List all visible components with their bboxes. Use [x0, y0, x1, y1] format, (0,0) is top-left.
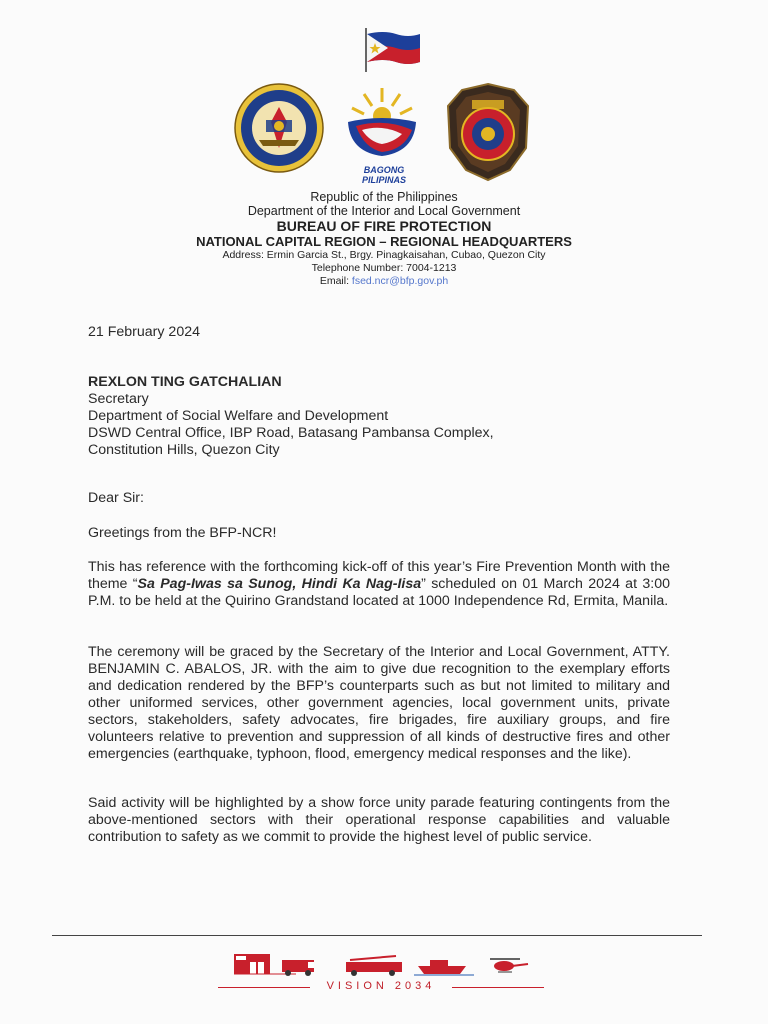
- letterhead-email-line: [0, 275, 768, 288]
- fire-truck-icon: [282, 960, 314, 976]
- paragraph-kickoff-after: ” scheduled on 01 March 2024 at 3:00 P.M. to be held at the Quirino Grandstand located at 1000 Independence Rd, Ermita, Manila.: [88, 576, 670, 609]
- letter-date: 21 February 2024: [88, 324, 200, 340]
- fire-boat-icon: [414, 960, 474, 975]
- greeting: Greetings from the BFP-NCR!: [88, 525, 277, 541]
- letterhead-telephone: Telephone Number: 7004-1213: [311, 262, 457, 274]
- email-link[interactable]: fsed.ncr@bfp.gov.ph: [351, 275, 449, 287]
- dilg-bfp-badge-icon: [444, 82, 532, 182]
- vision-2034: VISION 2034: [326, 980, 436, 992]
- bagong-pilipinas-logo-icon: [342, 84, 422, 158]
- bagong-pilipinas-caption: BAGONG PILIPINAS: [361, 165, 406, 185]
- salutation: Dear Sir:: [88, 490, 144, 506]
- vision-line-right: [452, 987, 544, 988]
- paragraph-ceremony: The ceremony will be graced by the Secretary of the Interior and Local Government, ATTY. BENJAMIN C. ABALOS, JR. with the aim to give due recognition to the exemplary efforts and dedication rendered by the BFP’s counterparts such as but not limited to military and other uniformed services, other government agencies, local government units, private sectors, stakeholders, safety advocates, fire brigades, fire auxiliary groups, and fire volunteers relative to prevention and suppression of all kinds of destructive fires and other emergencies (earthquake, typhoon, flood, emergency medical responses and the like).: [88, 644, 670, 762]
- footer-divider: [52, 935, 702, 936]
- letterhead-department: Department of the Interior and Local Government: [247, 204, 521, 218]
- letterhead-bureau: BUREAU OF FIRE PROTECTION: [276, 218, 492, 234]
- recipient-name: REXLON TING GATCHALIAN: [88, 374, 282, 390]
- helicopter-icon: [490, 959, 528, 972]
- letterhead-republic: Republic of the Philippines: [310, 190, 458, 204]
- recipient-address-1: DSWD Central Office, IBP Road, Batasang Pambansa Complex,: [88, 425, 494, 441]
- recipient-office: Department of Social Welfare and Development: [88, 408, 389, 424]
- letterhead-address: Address: Ermin Garcia St., Brgy. Pinagkaisahan, Cubao, Quezon City: [222, 249, 546, 261]
- footer-illustration: [230, 950, 540, 978]
- recipient-address-2: Constitution Hills, Quezon City: [88, 442, 280, 458]
- recipient-title: Secretary: [88, 391, 149, 407]
- paragraph-kickoff-before: This has reference with the forthcoming kick-off of this year’s Fire Prevention Month with the theme “: [88, 559, 670, 592]
- paragraph-kickoff: [88, 559, 670, 610]
- paragraph-parade: Said activity will be highlighted by a show force unity parade featuring contingents from the above-mentioned sectors with their operational response capabilities and valuable contribution to safety as we commit to provide the highest level of public service.: [88, 795, 670, 845]
- philippine-flag-icon: [360, 26, 424, 72]
- bureau-of-fire-protection-seal-icon: [233, 82, 325, 174]
- ladder-truck-icon: [346, 956, 402, 976]
- letterhead-region: NATIONAL CAPITAL REGION – REGIONAL HEADQUARTERS: [196, 234, 572, 249]
- vision-line-left: [218, 987, 310, 988]
- email-label: Email:: [319, 275, 352, 287]
- fire-prevention-theme: Sa Pag-Iwas sa Sunog, Hindi Ka Nag-Iisa: [137, 576, 422, 592]
